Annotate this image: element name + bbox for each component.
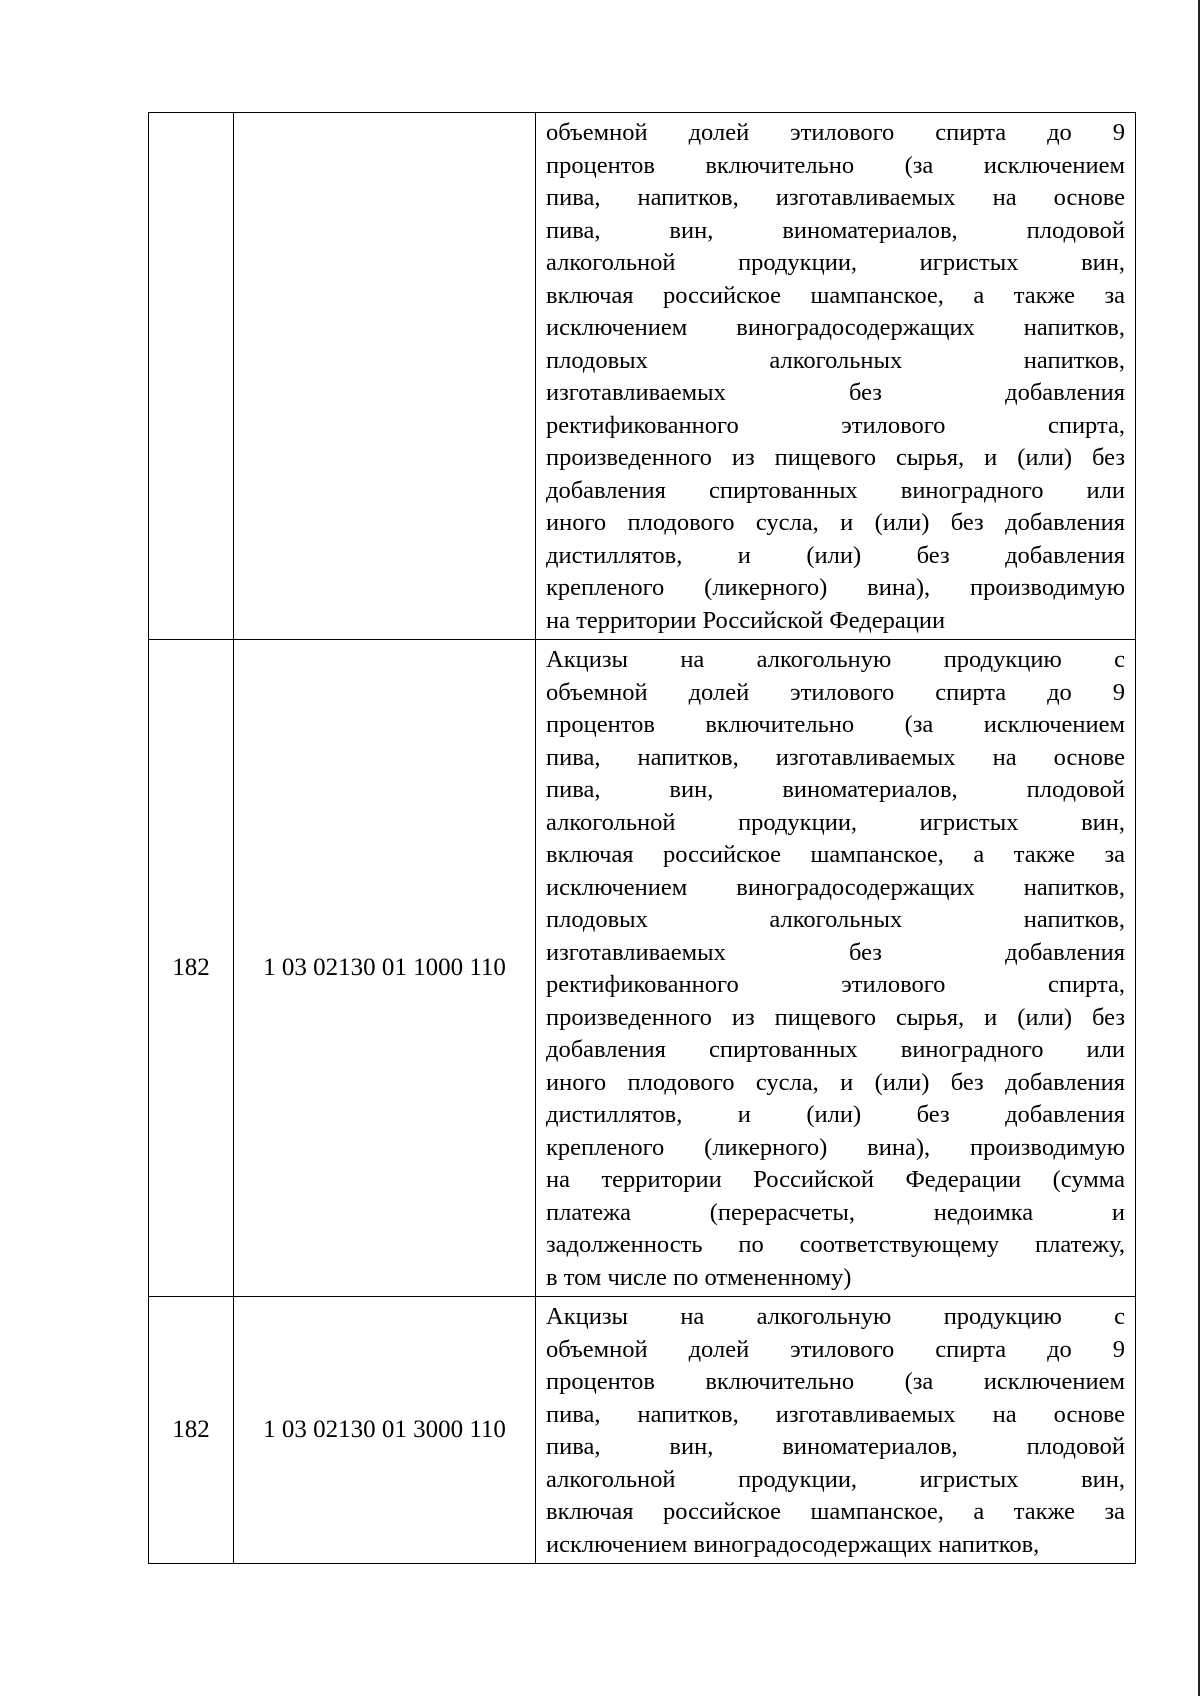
table-row bbox=[149, 113, 1136, 640]
description-line: пива, напитков, изготавливаемых на основе bbox=[546, 1400, 1125, 1428]
description-line: исключением виноградосодержащих напитков, bbox=[546, 314, 1125, 341]
description-line: Акцизы на алкогольную продукцию с bbox=[546, 646, 1125, 673]
table-row bbox=[149, 1297, 1136, 1564]
description-line: крепленого (ликерного) вина), производимую bbox=[546, 1133, 1125, 1161]
description-line: на территории Российской Федерации bbox=[546, 606, 946, 634]
description-line: пива, напитков, изготавливаемых на основе bbox=[546, 743, 1125, 771]
description-line: добавления спиртованных виноградного или bbox=[546, 476, 1125, 504]
budget-code-table bbox=[148, 112, 1136, 1564]
description-cell bbox=[536, 1297, 1136, 1564]
description-line: дистиллятов, и (или) без добавления bbox=[546, 541, 1125, 569]
description-line: включая российское шампанское, а также за bbox=[546, 281, 1125, 309]
description-line: в том числе по отмененному) bbox=[546, 1263, 852, 1291]
description-line: алкогольной продукции, игристых вин, bbox=[546, 1465, 1125, 1493]
description-line: процентов включительно (за исключением bbox=[546, 151, 1125, 179]
description-cell bbox=[536, 113, 1136, 640]
description-line: плодовых алкогольных напитков, bbox=[546, 346, 1125, 374]
description-line: ректификованного этилового спирта, bbox=[546, 411, 1125, 439]
description-line: изготавливаемых без добавления bbox=[546, 938, 1125, 966]
description-line: исключением виноградосодержащих напитков, bbox=[546, 1530, 1040, 1558]
description-line: Акцизы на алкогольную продукцию с bbox=[546, 1303, 1125, 1330]
admin-code-cell: 182 bbox=[149, 640, 234, 1297]
description-line: задолженность по соответствующему платежу, bbox=[546, 1231, 1125, 1258]
description-line: объемной долей этилового спирта до 9 bbox=[546, 119, 1125, 146]
table-body bbox=[149, 113, 1136, 1564]
description-line: включая российское шампанское, а также за bbox=[546, 1498, 1125, 1525]
description-line: дистиллятов, и (или) без добавления bbox=[546, 1101, 1125, 1128]
description-line: произведенного из пищевого сырья, и (или) без bbox=[546, 1003, 1125, 1031]
description-line: изготавливаемых без добавления bbox=[546, 379, 1125, 406]
description-line: произведенного из пищевого сырья, и (или) без bbox=[546, 444, 1125, 471]
description-line: включая российское шампанское, а также за bbox=[546, 841, 1125, 868]
description-line: объемной долей этилового спирта до 9 bbox=[546, 678, 1125, 706]
description-line: пива, вин, виноматериалов, плодовой bbox=[546, 1433, 1125, 1460]
description-line: пива, вин, виноматериалов, плодовой bbox=[546, 216, 1125, 244]
admin-code-cell: 182 bbox=[149, 1297, 234, 1564]
description-line: процентов включительно (за исключением bbox=[546, 1368, 1125, 1395]
description-line: добавления спиртованных виноградного или bbox=[546, 1036, 1125, 1063]
description-line: иного плодового сусла, и (или) без добавления bbox=[546, 509, 1125, 536]
description-line: ректификованного этилового спирта, bbox=[546, 971, 1125, 998]
budget-code-cell: 1 03 02130 01 1000 110 bbox=[234, 640, 536, 1297]
description-line: пива, напитков, изготавливаемых на основе bbox=[546, 184, 1125, 211]
description-line: алкогольной продукции, игристых вин, bbox=[546, 808, 1125, 836]
budget-code-cell: 1 03 02130 01 3000 110 bbox=[234, 1297, 536, 1564]
description-line: плодовых алкогольных напитков, bbox=[546, 906, 1125, 933]
description-line: платежа (перерасчеты, недоимка и bbox=[546, 1198, 1125, 1226]
description-line: алкогольной продукции, игристых вин, bbox=[546, 249, 1125, 276]
admin-code-cell bbox=[149, 113, 234, 640]
description-line: иного плодового сусла, и (или) без добавления bbox=[546, 1068, 1125, 1096]
description-line: исключением виноградосодержащих напитков, bbox=[546, 873, 1125, 901]
budget-code-cell bbox=[234, 113, 536, 640]
table-row bbox=[149, 640, 1136, 1297]
description-line: крепленого (ликерного) вина), производимую bbox=[546, 574, 1125, 601]
description-line: процентов включительно (за исключением bbox=[546, 711, 1125, 738]
description-line: на территории Российской Федерации (сумма bbox=[546, 1166, 1125, 1193]
description-line: объемной долей этилового спирта до 9 bbox=[546, 1335, 1125, 1363]
description-cell bbox=[536, 640, 1136, 1297]
description-line: пива, вин, виноматериалов, плодовой bbox=[546, 776, 1125, 803]
